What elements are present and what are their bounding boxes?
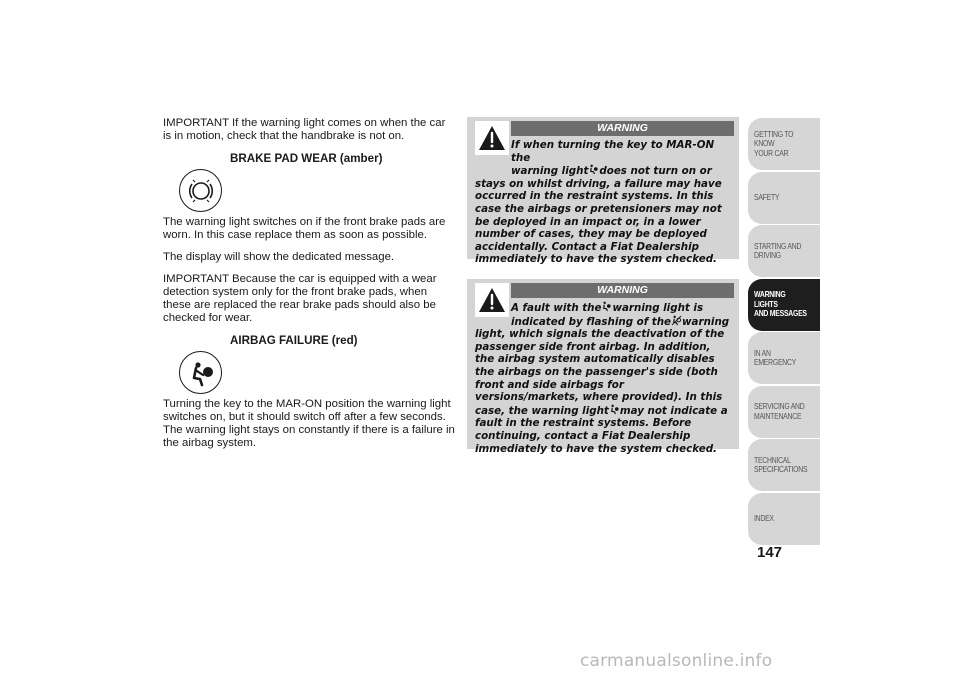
passenger-airbag-off-icon [671, 315, 682, 326]
warning1-line1: If when turning the key to MAR-ON the [511, 139, 715, 164]
tab-servicing-and-maintenance[interactable] [748, 386, 820, 438]
warning1-line2-a: warning light [511, 165, 589, 178]
warning2-line1 [475, 301, 731, 315]
tab-label: IN AN EMERGENCY [754, 347, 797, 367]
airbag-warning-icon [179, 351, 222, 394]
airbag-icon [588, 164, 599, 175]
page-number: 147 [757, 544, 783, 561]
brake-pad-text: The warning light switches on if the front brake pads are worn. In this case replace them as soon as possible. [163, 216, 446, 241]
warning-triangle-icon [475, 283, 509, 317]
warning2-rest-b: may not indicate a fault in the restraint systems. Before continuing, contact a Fiat Dealership immediately to have the system checked. [475, 404, 728, 455]
brake-pad-heading: BRAKE PAD WEAR (amber) [230, 152, 383, 165]
tab-label: INDEX [754, 512, 774, 523]
tab-index[interactable] [748, 493, 820, 545]
warning1-line2-b: does not turn on or [599, 165, 712, 178]
airbag-icon [609, 404, 620, 415]
warning1-line2 [475, 164, 731, 178]
tab-getting-to-know-your-car[interactable] [748, 118, 820, 170]
tab-label: SAFETY [754, 191, 780, 202]
tab-label: SERVICING AND MAINTENANCE [754, 401, 805, 421]
tab-label: TECHNICAL SPECIFICATIONS [754, 454, 808, 474]
brake-pad-warning-icon [179, 169, 222, 212]
intro-important-text: IMPORTANT If the warning light comes on when the car is in motion, check that the handbrake is not on. [163, 117, 446, 142]
warning-triangle-icon [475, 121, 509, 155]
warning-header-2: WARNING [511, 283, 734, 298]
airbag-failure-text: Turning the key to the MAR-ON position the warning light switches on, but it should switch off after a few seconds. The warning light stays on constantly if there is a failure in the airbag system. [163, 398, 455, 449]
warning2-line1-a: A fault with the [511, 302, 602, 314]
airbag-icon [601, 301, 612, 312]
warning2-line2 [475, 315, 731, 329]
tab-label: STARTING AND DRIVING [754, 240, 802, 260]
tab-technical-specifications[interactable] [748, 439, 820, 491]
tab-in-an-emergency[interactable] [748, 332, 820, 384]
left-column [163, 117, 455, 459]
warning-box-2 [467, 279, 739, 455]
tab-label: WARNING LIGHTS AND MESSAGES [754, 289, 807, 319]
warning-text-2 [467, 298, 739, 455]
chapter-tabs [748, 118, 820, 546]
warning2-rest-a: light, which signals the deactivation of the passenger side front airbag. In addition, the airbag system automatically disables the airbags on the passenger's side (both front and side airbags for versions/markets, where provided). In this case, the warning light [475, 328, 725, 417]
warning2-line2-a: indicated by flashing of the [511, 315, 672, 328]
warning1-rest: stays on whilst driving, a failure may have occurred in the restraint systems. In this case the airbags or pretensioners may not be deployed in an impact or, in a lower number of cases, they may be deployed accidentally. Contact a Fiat Dealership immediately to have the system checked. [475, 177, 722, 266]
watermark: carmanualsonline.info [580, 651, 773, 671]
warning-header-1: WARNING [511, 121, 734, 136]
tab-starting-and-driving[interactable] [748, 225, 820, 277]
airbag-failure-heading: AIRBAG FAILURE (red) [230, 334, 358, 347]
tab-safety[interactable] [748, 172, 820, 224]
tab-label: GETTING TO KNOW YOUR CAR [754, 128, 794, 158]
warning-text-1 [467, 136, 739, 266]
warning-box-1 [467, 117, 739, 266]
tab-warning-lights-and-messages[interactable] [748, 279, 820, 331]
brake-important-text: IMPORTANT Because the car is equipped with a wear detection system only for the front brake pads, when these are replaced the rear brake pads should also be checked for wear. [163, 273, 437, 324]
brake-display-text: The display will show the dedicated message. [163, 251, 395, 263]
warning2-line1-b: warning light is [612, 302, 704, 314]
warning2-line2-b: warning [682, 315, 730, 328]
